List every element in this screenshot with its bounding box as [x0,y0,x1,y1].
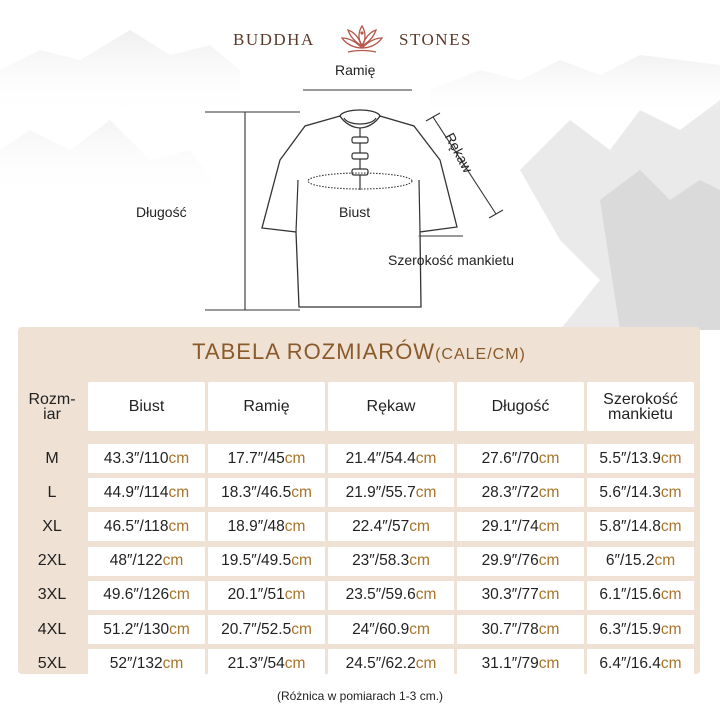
measurement-cell [587,615,694,644]
measurement-cell [328,512,454,541]
size-cell: 2XL [37,552,67,570]
header-chest: Biust [88,382,205,431]
measurement-value: 51.2″/130 [103,620,170,638]
table-row [18,478,700,511]
measurement-value: 17.7″/45 [227,449,285,467]
measurement-unit: cm [284,449,306,467]
size-cell: XL [42,517,62,535]
measurement-value: 30.7″/78 [481,620,539,638]
brand-name-left: BUDDHA [233,30,315,49]
measurement-unit: cm [538,654,560,672]
measurement-value: 48″/122 [109,552,163,570]
measurement-cell [208,615,325,644]
measurement-unit: cm [538,620,560,638]
measurement-cell [587,512,694,541]
measurement-cell [328,478,454,507]
measurement-value: 6.3″/15.9 [599,620,661,638]
measurement-unit: cm [660,586,682,604]
table-row [18,615,700,648]
measurement-unit: cm [660,449,682,467]
measurement-value: 28.3″/72 [481,483,539,501]
measurement-unit: cm [538,586,560,604]
measurement-cell [208,512,325,541]
measurement-cell [328,615,454,644]
measurement-value: 5.6″/14.3 [599,483,661,501]
measurement-unit: cm [415,654,437,672]
measurement-cell [457,615,584,644]
measurement-value: 24″/60.9 [352,620,410,638]
measurement-cell [88,512,205,541]
measurement-cell [208,649,325,678]
measurement-value: 44.9″/114 [103,483,169,501]
size-cell: 5XL [37,654,67,672]
measurement-cell [457,478,584,507]
measurement-cell [457,581,584,610]
header-shoulder: Ramię [208,382,325,431]
measurement-cell [88,478,205,507]
measurement-unit: cm [654,552,676,570]
measurement-cell [457,512,584,541]
measurement-unit: cm [291,552,312,570]
size-cell: L [47,483,57,501]
header-length: Długość [457,382,584,431]
label-sleeve: Rękaw [441,130,477,176]
table-row [18,444,700,477]
size-table [18,327,700,674]
measurement-unit: cm [538,517,560,535]
label-cuff-width: Szerokość mankietu [388,252,515,268]
measurement-cell [587,444,694,473]
measurement-unit: cm [169,620,190,638]
measurement-unit: cm [168,449,190,467]
measurement-value: 52″/132 [109,654,163,672]
measurement-value: 46.5″/118 [103,517,169,535]
header-cuff-width: Szerokość mankietu [587,382,694,431]
measurement-unit: cm [538,483,560,501]
measurement-value: 29.1″/74 [481,517,539,535]
table-title-unit: (CALE/CM) [435,346,526,363]
measurement-value: 27.6″/70 [481,449,539,467]
measurement-unit: cm [284,654,306,672]
measurement-unit: cm [660,483,682,501]
measurement-cell [587,547,694,576]
table-title [18,339,700,365]
measurement-value: 6.4″/16.4 [599,654,661,672]
garment-diagram [0,0,720,340]
measurement-cell [208,581,325,610]
table-title-text: TABELA ROZMIARÓW [192,339,436,364]
measurement-unit: cm [660,517,682,535]
measurement-cell [457,444,584,473]
size-cell: 4XL [37,620,67,638]
measurement-cell [88,649,205,678]
measurement-value: 31.1″/79 [481,654,539,672]
measurement-value: 49.6″/126 [103,586,170,604]
brand-name-right: STONES [399,30,472,49]
table-row [18,581,700,614]
label-chest: Biust [339,204,371,220]
measurement-unit: cm [284,586,306,604]
measurement-value: 18.9″/48 [227,517,285,535]
measurement-value: 21.9″/55.7 [345,483,416,501]
measurement-unit: cm [162,552,184,570]
measurement-unit: cm [284,517,306,535]
measurement-cell [208,478,325,507]
header-sleeve: Rękaw [328,382,454,431]
header-size: Rozm-iar [28,390,76,423]
measurement-cell [587,581,694,610]
measurement-unit: cm [168,517,190,535]
measurement-value: 5.5″/13.9 [599,449,661,467]
measurement-unit: cm [538,449,560,467]
measurement-value: 24.5″/62.2 [345,654,416,672]
measurement-unit: cm [291,483,312,501]
measurement-value: 19.5″/49.5 [221,552,292,570]
measurement-cell [88,581,205,610]
measurement-value: 22.4″/57 [352,517,410,535]
measurement-cell [587,649,694,678]
measurement-cell [88,615,205,644]
measurement-value: 23.5″/59.6 [345,586,416,604]
table-row [18,649,700,682]
measurement-unit: cm [538,552,560,570]
measurement-value: 5.8″/14.8 [599,517,661,535]
measurement-unit: cm [169,586,190,604]
measurement-unit: cm [409,620,430,638]
measurement-unit: cm [660,620,682,638]
measurement-cell [457,547,584,576]
measurement-cell [457,649,584,678]
measurement-unit: cm [660,654,682,672]
measurement-unit: cm [291,620,312,638]
measurement-cell [587,478,694,507]
measurement-value: 21.4″/54.4 [345,449,416,467]
table-row [18,512,700,545]
measurement-note: (Różnica w pomiarach 1-3 cm.) [276,689,444,703]
measurement-value: 18.3″/46.5 [221,483,292,501]
measurement-cell [88,444,205,473]
measurement-cell [328,444,454,473]
size-cell: 3XL [37,586,67,604]
measurement-value: 6″/15.2 [605,552,655,570]
measurement-value: 20.1″/51 [227,586,285,604]
measurement-cell [328,581,454,610]
measurement-value: 23″/58.3 [352,552,410,570]
measurement-cell [208,444,325,473]
measurement-unit: cm [409,552,430,570]
measurement-unit: cm [415,483,437,501]
label-length: Długość [136,204,187,220]
label-shoulder: Ramię [335,62,376,78]
measurement-cell [88,547,205,576]
table-header-row [18,380,700,433]
measurement-value: 29.9″/76 [481,552,539,570]
measurement-value: 20.7″/52.5 [221,620,292,638]
measurement-value: 21.3″/54 [227,654,285,672]
size-cell: M [45,449,59,467]
measurement-value: 6.1″/15.6 [599,586,661,604]
measurement-cell [328,649,454,678]
measurement-unit: cm [415,586,437,604]
measurement-value: 43.3″/110 [103,449,169,467]
measurement-unit: cm [409,517,430,535]
measurement-unit: cm [162,654,184,672]
measurement-unit: cm [168,483,190,501]
measurement-unit: cm [415,449,437,467]
table-row [18,547,700,580]
measurement-cell [328,547,454,576]
measurement-cell [208,547,325,576]
measurement-value: 30.3″/77 [481,586,539,604]
